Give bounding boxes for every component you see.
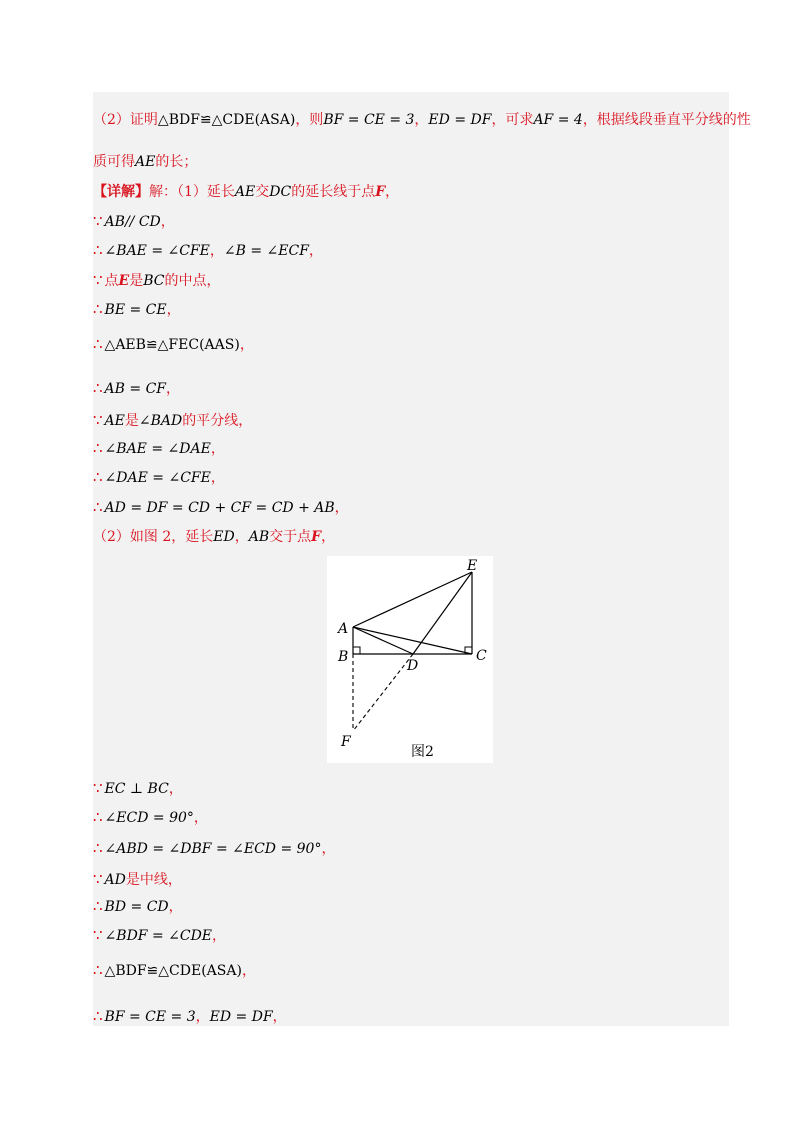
line-10: ∵ AE是∠BAD的平分线， [93,411,253,429]
line-17: ∴ ∠ABD = ∠DBF = ∠ECD = 90°， [93,839,336,857]
segment-ac [353,627,472,654]
line-5: ∴ ∠BAE = ∠CFE，∠B = ∠ECF， [93,241,323,259]
figure-caption: 图2 [411,744,434,760]
line-21: ∴ △BDF≌△CDE(ASA)， [93,961,256,979]
line-8: ∴ △AEB≌△FEC(AAS)， [93,335,254,353]
line-1: （2）证明△BDF≌△CDE(ASA)，则BF = CE = 3，ED = DF，可求AF = 4，根据线段垂直平分线的性 [93,112,751,128]
line-18: ∵ AD是中线， [93,870,182,888]
label-c: C [476,648,487,664]
figure-2 [327,556,493,763]
line-7: ∴ BE = CE， [93,300,181,318]
line-11: ∴ ∠BAE = ∠DAE， [93,439,225,457]
line-3: 【详解】解：（1）延长AE交DC的延长线于点F， [93,184,400,200]
line-4: ∵ AB// CD， [93,212,175,230]
line-15: ∵ EC ⊥ BC， [93,779,183,797]
line-16: ∴ ∠ECD = 90°， [93,808,208,826]
line-20: ∵ ∠BDF = ∠CDE， [93,926,227,944]
line-12: ∴ ∠DAE = ∠CFE， [93,468,225,486]
line-6: ∵ 点E是BC的中点， [93,271,221,289]
geometry-diagram [327,556,493,763]
segment-ae [353,572,472,627]
label-f: F [341,734,351,750]
right-angle-mark-b [353,647,360,654]
label-e: E [467,558,478,574]
line-22: ∴ BF = CE = 3，ED = DF， [93,1007,287,1025]
line-19: ∴ BD = CD， [93,897,183,915]
segment-de [413,572,472,654]
line-9: ∴ AB = CF， [93,379,181,397]
label-b: B [338,649,349,665]
line-14: （2）如图 2，延长ED，AB交于点F， [93,529,336,545]
line-13: ∴ AD = DF = CD + CF = CD + AB， [93,498,349,516]
segment-ad [353,627,413,654]
segment-df-dashed [353,654,413,731]
label-a: A [338,621,349,637]
label-d: D [407,658,419,674]
line-2: 质可得AE的长； [93,154,198,170]
